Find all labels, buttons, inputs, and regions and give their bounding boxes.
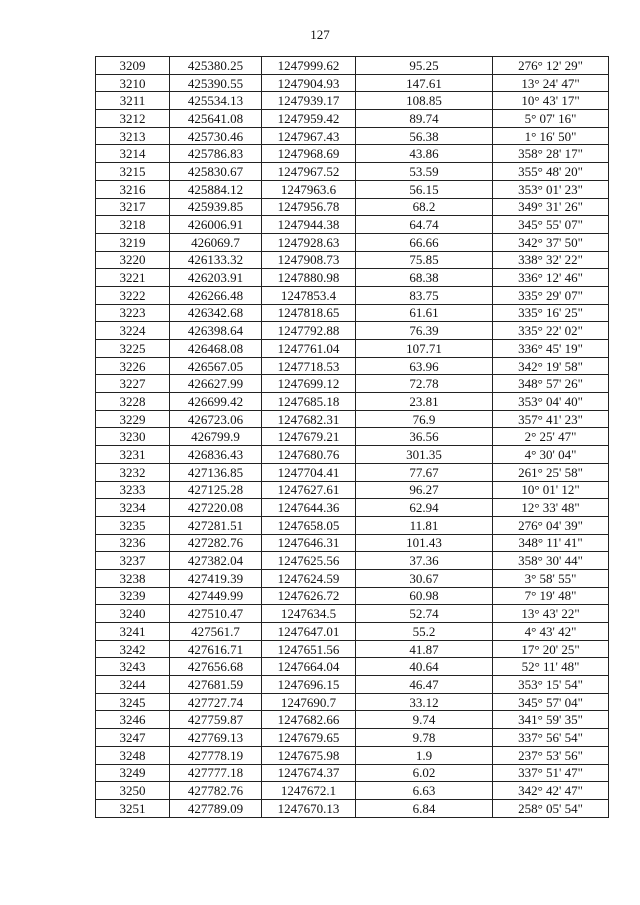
table-row bbox=[96, 57, 609, 75]
x-coordinate-cell: 427125.28 bbox=[170, 481, 262, 499]
x-coordinate-cell: 427616.71 bbox=[170, 640, 262, 658]
x-coordinate-cell: 426006.91 bbox=[170, 216, 262, 234]
point-number-cell: 3248 bbox=[96, 746, 170, 764]
y-coordinate-cell: 1247967.52 bbox=[262, 163, 356, 181]
y-coordinate-cell: 1247880.98 bbox=[262, 269, 356, 287]
bearing-cell: 335° 29' 07" bbox=[493, 286, 609, 304]
distance-cell: 96.27 bbox=[356, 481, 493, 499]
distance-cell: 9.74 bbox=[356, 711, 493, 729]
distance-cell: 101.43 bbox=[356, 534, 493, 552]
x-coordinate-cell: 425380.25 bbox=[170, 57, 262, 75]
x-coordinate-cell: 425390.55 bbox=[170, 74, 262, 92]
x-coordinate-cell: 425730.46 bbox=[170, 127, 262, 145]
distance-cell: 107.71 bbox=[356, 340, 493, 358]
bearing-cell: 355° 48' 20" bbox=[493, 163, 609, 181]
y-coordinate-cell: 1247792.88 bbox=[262, 322, 356, 340]
y-coordinate-cell: 1247634.5 bbox=[262, 605, 356, 623]
distance-cell: 6.84 bbox=[356, 799, 493, 817]
x-coordinate-cell: 426627.99 bbox=[170, 375, 262, 393]
point-number-cell: 3234 bbox=[96, 499, 170, 517]
point-number-cell: 3224 bbox=[96, 322, 170, 340]
y-coordinate-cell: 1247967.43 bbox=[262, 127, 356, 145]
distance-cell: 108.85 bbox=[356, 92, 493, 110]
x-coordinate-cell: 427777.18 bbox=[170, 764, 262, 782]
point-number-cell: 3230 bbox=[96, 428, 170, 446]
y-coordinate-cell: 1247818.65 bbox=[262, 304, 356, 322]
distance-cell: 52.74 bbox=[356, 605, 493, 623]
table-row bbox=[96, 145, 609, 163]
x-coordinate-cell: 426567.05 bbox=[170, 357, 262, 375]
table-row bbox=[96, 322, 609, 340]
point-number-cell: 3240 bbox=[96, 605, 170, 623]
x-coordinate-cell: 426133.32 bbox=[170, 251, 262, 269]
bearing-cell: 5° 07' 16" bbox=[493, 110, 609, 128]
distance-cell: 56.38 bbox=[356, 127, 493, 145]
distance-cell: 76.9 bbox=[356, 410, 493, 428]
y-coordinate-cell: 1247685.18 bbox=[262, 393, 356, 411]
y-coordinate-cell: 1247963.6 bbox=[262, 180, 356, 198]
y-coordinate-cell: 1247679.21 bbox=[262, 428, 356, 446]
distance-cell: 68.2 bbox=[356, 198, 493, 216]
point-number-cell: 3229 bbox=[96, 410, 170, 428]
x-coordinate-cell: 427778.19 bbox=[170, 746, 262, 764]
y-coordinate-cell: 1247646.31 bbox=[262, 534, 356, 552]
table-row bbox=[96, 499, 609, 517]
bearing-cell: 345° 57' 04" bbox=[493, 693, 609, 711]
table-row bbox=[96, 746, 609, 764]
y-coordinate-cell: 1247647.01 bbox=[262, 623, 356, 641]
distance-cell: 76.39 bbox=[356, 322, 493, 340]
bearing-cell: 357° 41' 23" bbox=[493, 410, 609, 428]
point-number-cell: 3223 bbox=[96, 304, 170, 322]
table-row bbox=[96, 516, 609, 534]
x-coordinate-cell: 426342.68 bbox=[170, 304, 262, 322]
point-number-cell: 3249 bbox=[96, 764, 170, 782]
distance-cell: 46.47 bbox=[356, 676, 493, 694]
distance-cell: 60.98 bbox=[356, 587, 493, 605]
x-coordinate-cell: 425641.08 bbox=[170, 110, 262, 128]
table-row bbox=[96, 463, 609, 481]
table-body bbox=[96, 57, 609, 818]
point-number-cell: 3212 bbox=[96, 110, 170, 128]
distance-cell: 301.35 bbox=[356, 446, 493, 464]
point-number-cell: 3221 bbox=[96, 269, 170, 287]
table-row bbox=[96, 605, 609, 623]
y-coordinate-cell: 1247944.38 bbox=[262, 216, 356, 234]
table-row bbox=[96, 587, 609, 605]
point-number-cell: 3209 bbox=[96, 57, 170, 75]
x-coordinate-cell: 427281.51 bbox=[170, 516, 262, 534]
distance-cell: 63.96 bbox=[356, 357, 493, 375]
bearing-cell: 353° 04' 40" bbox=[493, 393, 609, 411]
distance-cell: 72.78 bbox=[356, 375, 493, 393]
x-coordinate-cell: 425939.85 bbox=[170, 198, 262, 216]
y-coordinate-cell: 1247658.05 bbox=[262, 516, 356, 534]
distance-cell: 11.81 bbox=[356, 516, 493, 534]
distance-cell: 75.85 bbox=[356, 251, 493, 269]
point-number-cell: 3235 bbox=[96, 516, 170, 534]
bearing-cell: 336° 45' 19" bbox=[493, 340, 609, 358]
point-number-cell: 3222 bbox=[96, 286, 170, 304]
table-row bbox=[96, 623, 609, 641]
y-coordinate-cell: 1247704.41 bbox=[262, 463, 356, 481]
table-row bbox=[96, 729, 609, 747]
y-coordinate-cell: 1247672.1 bbox=[262, 782, 356, 800]
table-row bbox=[96, 92, 609, 110]
x-coordinate-cell: 427769.13 bbox=[170, 729, 262, 747]
y-coordinate-cell: 1247853.4 bbox=[262, 286, 356, 304]
point-number-cell: 3242 bbox=[96, 640, 170, 658]
y-coordinate-cell: 1247624.59 bbox=[262, 569, 356, 587]
y-coordinate-cell: 1247627.61 bbox=[262, 481, 356, 499]
table-row bbox=[96, 446, 609, 464]
bearing-cell: 4° 43' 42" bbox=[493, 623, 609, 641]
point-number-cell: 3250 bbox=[96, 782, 170, 800]
table-row bbox=[96, 180, 609, 198]
distance-cell: 9.78 bbox=[356, 729, 493, 747]
page-number: 127 bbox=[310, 27, 330, 42]
point-number-cell: 3227 bbox=[96, 375, 170, 393]
distance-cell: 6.63 bbox=[356, 782, 493, 800]
distance-cell: 55.2 bbox=[356, 623, 493, 641]
distance-cell: 43.86 bbox=[356, 145, 493, 163]
table-row bbox=[96, 711, 609, 729]
table-row bbox=[96, 693, 609, 711]
bearing-cell: 17° 20' 25" bbox=[493, 640, 609, 658]
x-coordinate-cell: 427220.08 bbox=[170, 499, 262, 517]
table-row bbox=[96, 110, 609, 128]
table-row bbox=[96, 534, 609, 552]
distance-cell: 6.02 bbox=[356, 764, 493, 782]
x-coordinate-cell: 427449.99 bbox=[170, 587, 262, 605]
bearing-cell: 335° 16' 25" bbox=[493, 304, 609, 322]
bearing-cell: 2° 25' 47" bbox=[493, 428, 609, 446]
distance-cell: 89.74 bbox=[356, 110, 493, 128]
bearing-cell: 335° 22' 02" bbox=[493, 322, 609, 340]
bearing-cell: 345° 55' 07" bbox=[493, 216, 609, 234]
bearing-cell: 13° 24' 47" bbox=[493, 74, 609, 92]
bearing-cell: 342° 42' 47" bbox=[493, 782, 609, 800]
bearing-cell: 3° 58' 55" bbox=[493, 569, 609, 587]
point-number-cell: 3216 bbox=[96, 180, 170, 198]
x-coordinate-cell: 427681.59 bbox=[170, 676, 262, 694]
x-coordinate-cell: 427789.09 bbox=[170, 799, 262, 817]
bearing-cell: 10° 01' 12" bbox=[493, 481, 609, 499]
bearing-cell: 342° 19' 58" bbox=[493, 357, 609, 375]
x-coordinate-cell: 426069.7 bbox=[170, 233, 262, 251]
y-coordinate-cell: 1247682.31 bbox=[262, 410, 356, 428]
table-row bbox=[96, 163, 609, 181]
table-row bbox=[96, 782, 609, 800]
y-coordinate-cell: 1247718.53 bbox=[262, 357, 356, 375]
table-row bbox=[96, 481, 609, 499]
point-number-cell: 3215 bbox=[96, 163, 170, 181]
table-row bbox=[96, 304, 609, 322]
y-coordinate-cell: 1247699.12 bbox=[262, 375, 356, 393]
point-number-cell: 3213 bbox=[96, 127, 170, 145]
bearing-cell: 1° 16' 50" bbox=[493, 127, 609, 145]
point-number-cell: 3237 bbox=[96, 552, 170, 570]
point-number-cell: 3238 bbox=[96, 569, 170, 587]
x-coordinate-cell: 425534.13 bbox=[170, 92, 262, 110]
x-coordinate-cell: 426699.42 bbox=[170, 393, 262, 411]
bearing-cell: 353° 15' 54" bbox=[493, 676, 609, 694]
bearing-cell: 348° 57' 26" bbox=[493, 375, 609, 393]
point-number-cell: 3228 bbox=[96, 393, 170, 411]
y-coordinate-cell: 1247626.72 bbox=[262, 587, 356, 605]
y-coordinate-cell: 1247674.37 bbox=[262, 764, 356, 782]
distance-cell: 68.38 bbox=[356, 269, 493, 287]
y-coordinate-cell: 1247625.56 bbox=[262, 552, 356, 570]
point-number-cell: 3211 bbox=[96, 92, 170, 110]
table-row bbox=[96, 340, 609, 358]
bearing-cell: 338° 32' 22" bbox=[493, 251, 609, 269]
bearing-cell: 353° 01' 23" bbox=[493, 180, 609, 198]
bearing-cell: 7° 19' 48" bbox=[493, 587, 609, 605]
distance-cell: 61.61 bbox=[356, 304, 493, 322]
table-row bbox=[96, 74, 609, 92]
x-coordinate-cell: 427510.47 bbox=[170, 605, 262, 623]
point-number-cell: 3210 bbox=[96, 74, 170, 92]
y-coordinate-cell: 1247675.98 bbox=[262, 746, 356, 764]
y-coordinate-cell: 1247904.93 bbox=[262, 74, 356, 92]
y-coordinate-cell: 1247908.73 bbox=[262, 251, 356, 269]
bearing-cell: 349° 31' 26" bbox=[493, 198, 609, 216]
point-number-cell: 3226 bbox=[96, 357, 170, 375]
distance-cell: 36.56 bbox=[356, 428, 493, 446]
point-number-cell: 3225 bbox=[96, 340, 170, 358]
x-coordinate-cell: 426836.43 bbox=[170, 446, 262, 464]
y-coordinate-cell: 1247679.65 bbox=[262, 729, 356, 747]
x-coordinate-cell: 426266.48 bbox=[170, 286, 262, 304]
y-coordinate-cell: 1247690.7 bbox=[262, 693, 356, 711]
x-coordinate-cell: 427561.7 bbox=[170, 623, 262, 641]
point-number-cell: 3247 bbox=[96, 729, 170, 747]
y-coordinate-cell: 1247928.63 bbox=[262, 233, 356, 251]
table-row bbox=[96, 233, 609, 251]
y-coordinate-cell: 1247664.04 bbox=[262, 658, 356, 676]
distance-cell: 64.74 bbox=[356, 216, 493, 234]
bearing-cell: 237° 53' 56" bbox=[493, 746, 609, 764]
coordinates-table bbox=[95, 56, 609, 818]
x-coordinate-cell: 427136.85 bbox=[170, 463, 262, 481]
x-coordinate-cell: 427656.68 bbox=[170, 658, 262, 676]
y-coordinate-cell: 1247761.04 bbox=[262, 340, 356, 358]
point-number-cell: 3214 bbox=[96, 145, 170, 163]
y-coordinate-cell: 1247999.62 bbox=[262, 57, 356, 75]
table-row bbox=[96, 428, 609, 446]
y-coordinate-cell: 1247682.66 bbox=[262, 711, 356, 729]
bearing-cell: 13° 43' 22" bbox=[493, 605, 609, 623]
y-coordinate-cell: 1247670.13 bbox=[262, 799, 356, 817]
table-row bbox=[96, 552, 609, 570]
x-coordinate-cell: 427419.39 bbox=[170, 569, 262, 587]
bearing-cell: 4° 30' 04" bbox=[493, 446, 609, 464]
x-coordinate-cell: 427727.74 bbox=[170, 693, 262, 711]
point-number-cell: 3219 bbox=[96, 233, 170, 251]
table-row bbox=[96, 569, 609, 587]
table-row bbox=[96, 375, 609, 393]
bearing-cell: 336° 12' 46" bbox=[493, 269, 609, 287]
bearing-cell: 341° 59' 35" bbox=[493, 711, 609, 729]
x-coordinate-cell: 426723.06 bbox=[170, 410, 262, 428]
point-number-cell: 3243 bbox=[96, 658, 170, 676]
table-row bbox=[96, 198, 609, 216]
point-number-cell: 3245 bbox=[96, 693, 170, 711]
y-coordinate-cell: 1247680.76 bbox=[262, 446, 356, 464]
point-number-cell: 3236 bbox=[96, 534, 170, 552]
x-coordinate-cell: 425830.67 bbox=[170, 163, 262, 181]
distance-cell: 30.67 bbox=[356, 569, 493, 587]
y-coordinate-cell: 1247939.17 bbox=[262, 92, 356, 110]
bearing-cell: 52° 11' 48" bbox=[493, 658, 609, 676]
point-number-cell: 3231 bbox=[96, 446, 170, 464]
distance-cell: 53.59 bbox=[356, 163, 493, 181]
bearing-cell: 348° 11' 41" bbox=[493, 534, 609, 552]
table-row bbox=[96, 658, 609, 676]
distance-cell: 95.25 bbox=[356, 57, 493, 75]
distance-cell: 56.15 bbox=[356, 180, 493, 198]
y-coordinate-cell: 1247968.69 bbox=[262, 145, 356, 163]
point-number-cell: 3251 bbox=[96, 799, 170, 817]
x-coordinate-cell: 427382.04 bbox=[170, 552, 262, 570]
y-coordinate-cell: 1247959.42 bbox=[262, 110, 356, 128]
table-row bbox=[96, 251, 609, 269]
bearing-cell: 358° 30' 44" bbox=[493, 552, 609, 570]
x-coordinate-cell: 426398.64 bbox=[170, 322, 262, 340]
distance-cell: 41.87 bbox=[356, 640, 493, 658]
distance-cell: 1.9 bbox=[356, 746, 493, 764]
table-row bbox=[96, 764, 609, 782]
point-number-cell: 3217 bbox=[96, 198, 170, 216]
bearing-cell: 10° 43' 17" bbox=[493, 92, 609, 110]
table-row bbox=[96, 640, 609, 658]
point-number-cell: 3239 bbox=[96, 587, 170, 605]
bearing-cell: 276° 04' 39" bbox=[493, 516, 609, 534]
table-row bbox=[96, 799, 609, 817]
table-row bbox=[96, 216, 609, 234]
distance-cell: 62.94 bbox=[356, 499, 493, 517]
point-number-cell: 3241 bbox=[96, 623, 170, 641]
x-coordinate-cell: 427782.76 bbox=[170, 782, 262, 800]
distance-cell: 147.61 bbox=[356, 74, 493, 92]
table-row bbox=[96, 269, 609, 287]
x-coordinate-cell: 426468.08 bbox=[170, 340, 262, 358]
bearing-cell: 358° 28' 17" bbox=[493, 145, 609, 163]
x-coordinate-cell: 427282.76 bbox=[170, 534, 262, 552]
bearing-cell: 337° 56' 54" bbox=[493, 729, 609, 747]
point-number-cell: 3233 bbox=[96, 481, 170, 499]
distance-cell: 66.66 bbox=[356, 233, 493, 251]
distance-cell: 23.81 bbox=[356, 393, 493, 411]
point-number-cell: 3244 bbox=[96, 676, 170, 694]
table-row bbox=[96, 357, 609, 375]
bearing-cell: 276° 12' 29" bbox=[493, 57, 609, 75]
point-number-cell: 3246 bbox=[96, 711, 170, 729]
x-coordinate-cell: 427759.87 bbox=[170, 711, 262, 729]
x-coordinate-cell: 426203.91 bbox=[170, 269, 262, 287]
distance-cell: 37.36 bbox=[356, 552, 493, 570]
y-coordinate-cell: 1247644.36 bbox=[262, 499, 356, 517]
y-coordinate-cell: 1247956.78 bbox=[262, 198, 356, 216]
point-number-cell: 3232 bbox=[96, 463, 170, 481]
bearing-cell: 342° 37' 50" bbox=[493, 233, 609, 251]
distance-cell: 77.67 bbox=[356, 463, 493, 481]
table-row bbox=[96, 410, 609, 428]
table-row bbox=[96, 393, 609, 411]
distance-cell: 83.75 bbox=[356, 286, 493, 304]
y-coordinate-cell: 1247696.15 bbox=[262, 676, 356, 694]
x-coordinate-cell: 425884.12 bbox=[170, 180, 262, 198]
x-coordinate-cell: 426799.9 bbox=[170, 428, 262, 446]
bearing-cell: 337° 51' 47" bbox=[493, 764, 609, 782]
table-row bbox=[96, 676, 609, 694]
table-row bbox=[96, 286, 609, 304]
bearing-cell: 258° 05' 54" bbox=[493, 799, 609, 817]
point-number-cell: 3220 bbox=[96, 251, 170, 269]
distance-cell: 33.12 bbox=[356, 693, 493, 711]
bearing-cell: 12° 33' 48" bbox=[493, 499, 609, 517]
bearing-cell: 261° 25' 58" bbox=[493, 463, 609, 481]
table-row bbox=[96, 127, 609, 145]
y-coordinate-cell: 1247651.56 bbox=[262, 640, 356, 658]
point-number-cell: 3218 bbox=[96, 216, 170, 234]
x-coordinate-cell: 425786.83 bbox=[170, 145, 262, 163]
distance-cell: 40.64 bbox=[356, 658, 493, 676]
